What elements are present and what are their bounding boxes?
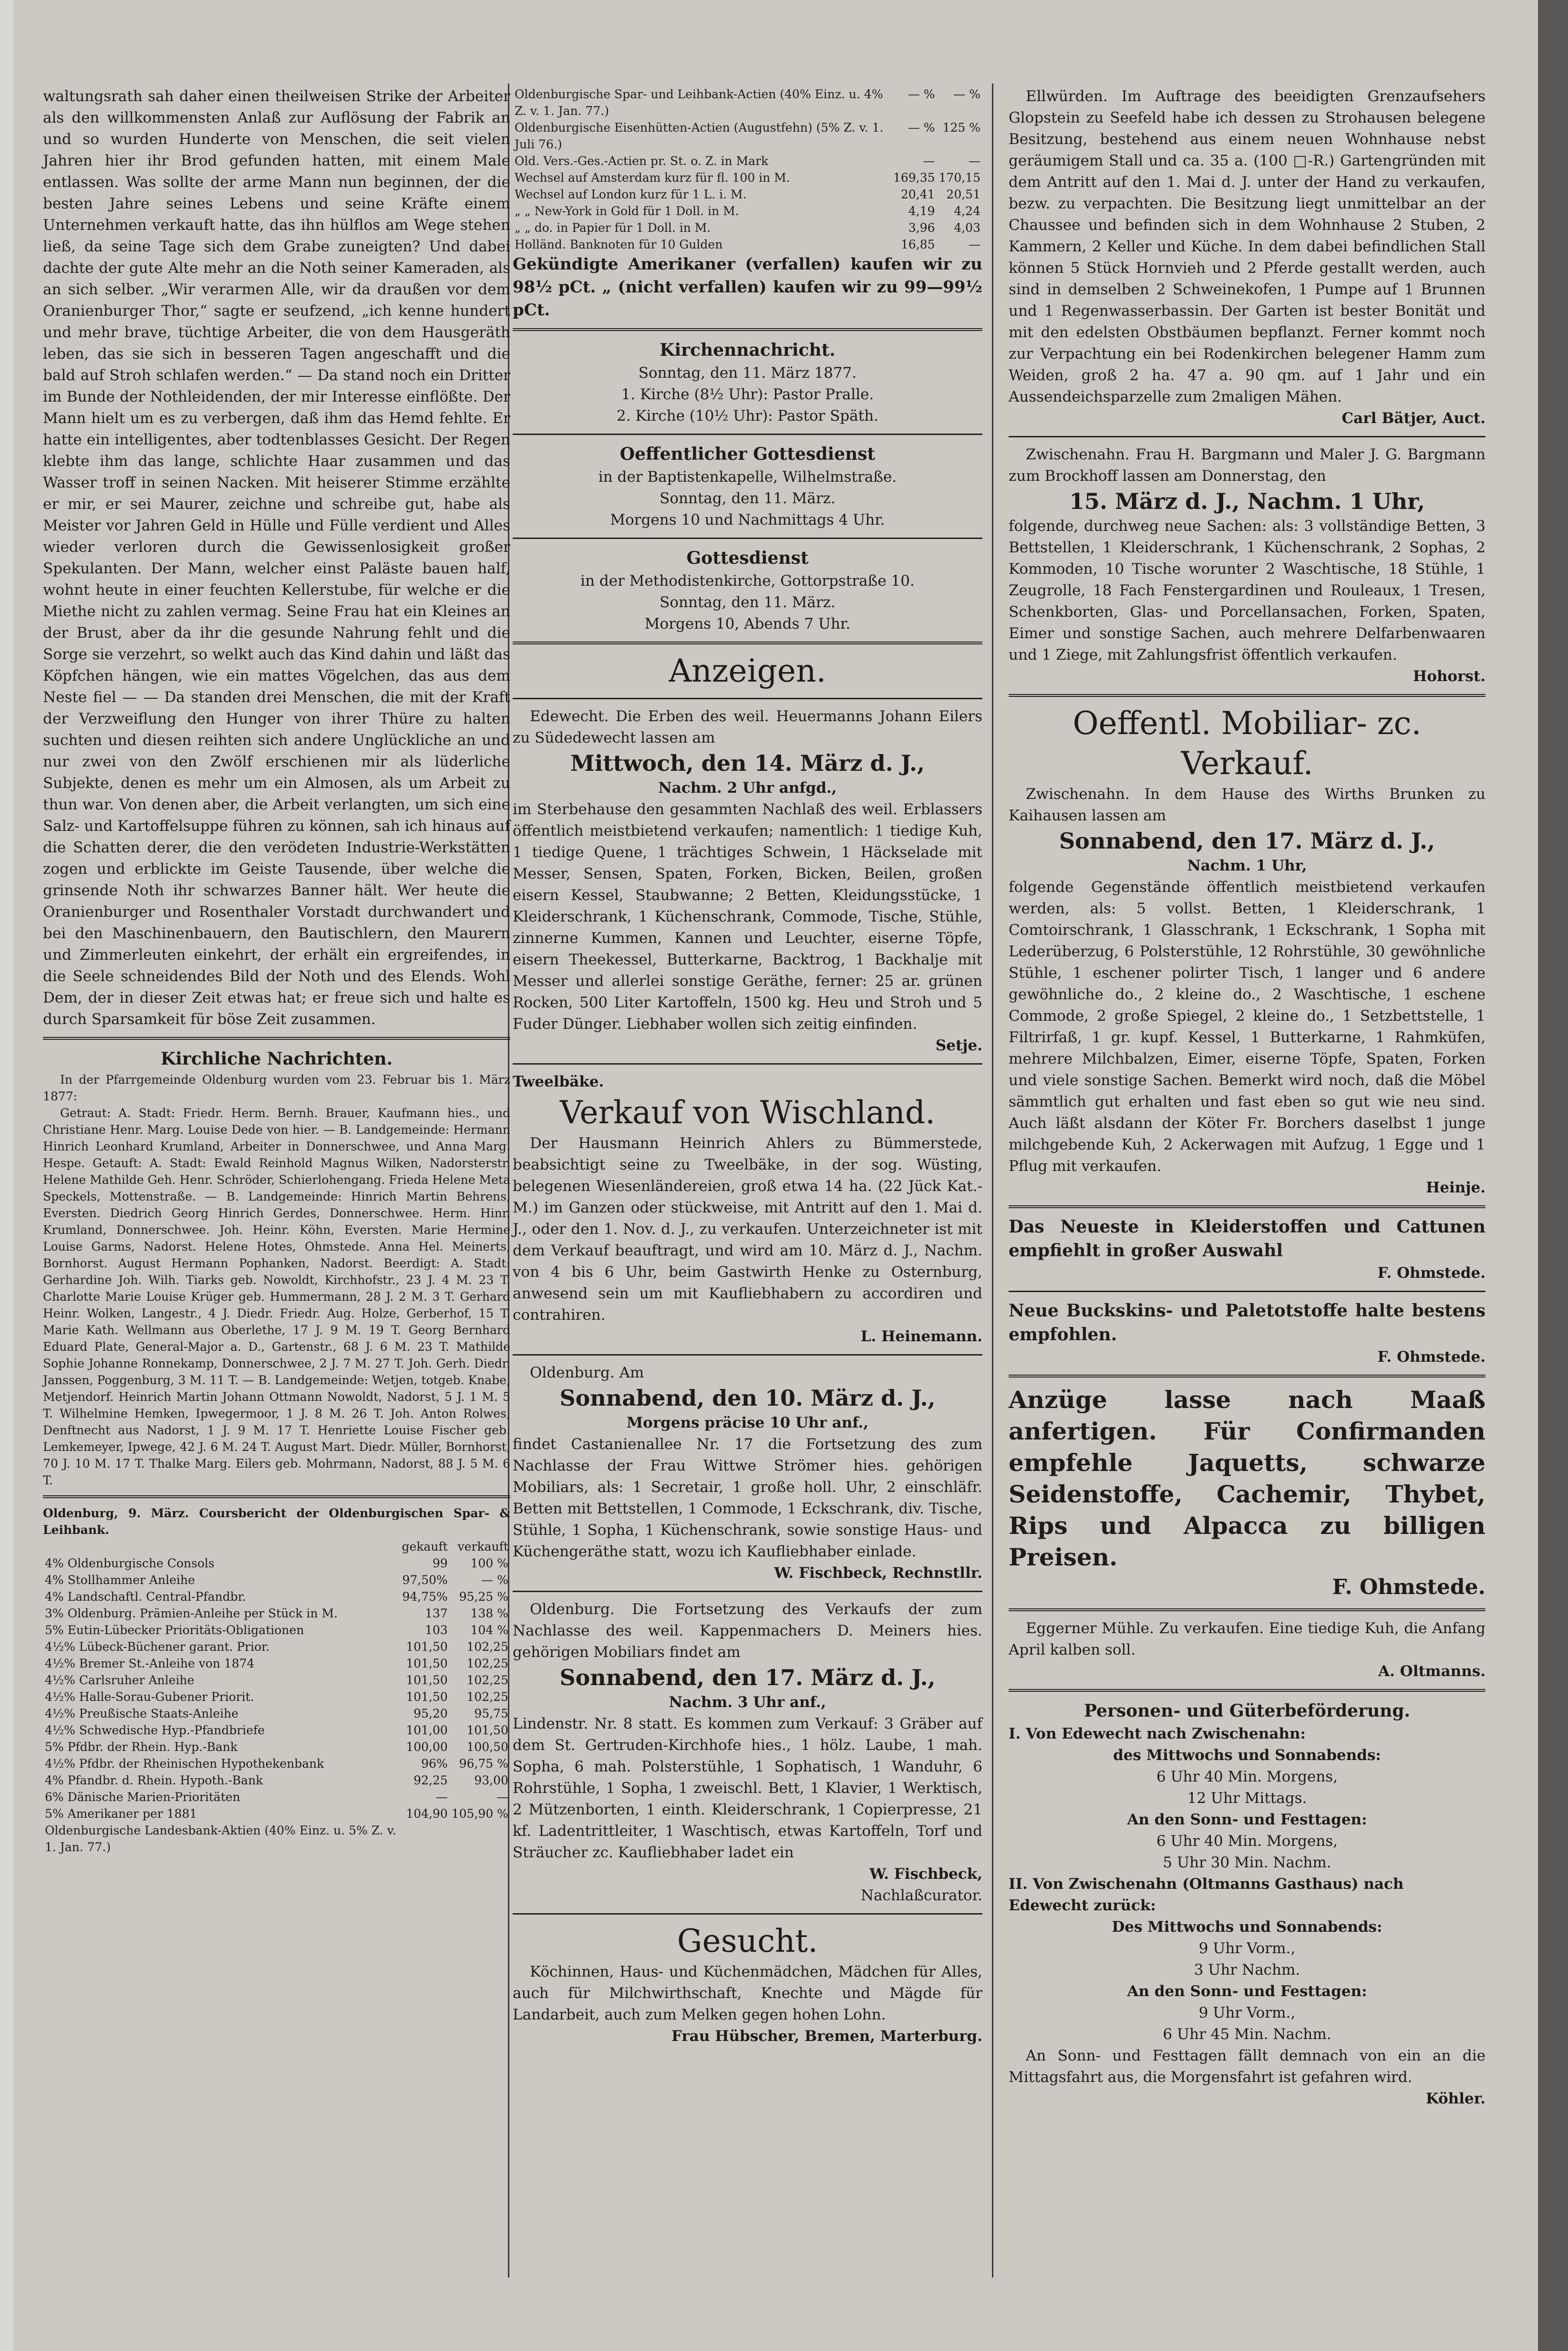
column-1 — [43, 86, 510, 1855]
kirchliche-body: Getraut: A. Stadt: Friedr. Herm. Bernh. Brauer, Kaufmann hies., und Christiane Henr. Marg. Louise Dede von hier. — B. Landgemeinde: Hermann Hinrich Leonhard Krumland, Arbeiter in Donnerschwee, und Anna Marg. Hespe. Getauft: A. Stadt: Ewald Reinhold Magnus Wilken, Nadorsterstr. Helene Mathilde Geh. Henr. Schröder, Schierlohengang. Frieda Helene Meta Speckels, Mottenstraße. — B. Landgemeinde: Hinrich Martin Behrens, Eversten. Diedrich Georg Hinrich Gerdes, Donnerschwee. Herm. Hinr. Krumland, Donnerschwee. Joh. Heinr. Köhn, Eversten. Marie Hermine Louise Garms, Nadorst. Helene Hotes, Ohmstede. Anna Hel. Meinerts, Bornhorst. August Hermann Pophanken, Nadorst. Beerdigt: A. Stadt: Gerhardine Joh. Wilh. Tiarks geb. Nowoldt, Kirchhofstr., 23 J. 4 M. 23 T. Charlotte Marie Louise Krüger geb. Hummermann, 28 J. 2 M. 3 T. Gerhard Heinr. Wolken, Langestr., 4 J. Diedr. Friedr. Aug. Holze, Gerberhof, 15 T. Marie Kath. Wellmann aus Oberlethe, 17 J. 9 M. 19 T. Georg Bernhard Eduard Plate, General-Major a. D., Gartenstr., 68 J. 6 M. 23 T. Mathilde Sophie Johanne Ronnekamp, Donnerschwee, 2 J. 7 M. 27 T. Joh. Gerh. Diedr. Janssen, Poggenburg, 3 M. 11 T. — B. Landgemeinde: Wetjen, totgeb. Knabe, Metjendorf. Heinrich Martin Johann Ottmann Nowoldt, Nadorst, 5 J. 1 M. 5 T. Wilhelmine Hemken, Ipwegermoor, 1 J. 8 M. 26 T. Joh. Anton Rolwes, Denftnecht aus Nadorst, 1 J. 9 M. 17 T. Henriette Louise Fischer geb. Lemkemeyer, Ipwege, 42 J. 6 M. 24 T. August Mart. Diedr. Müller, Bornhorst, 70 J. 10 M. 17 T. Thalke Marg. Eilers geb. Mohrmann, Nadorst, 88 J. 5 M. 6 T. — [43, 1106, 510, 1487]
ad-body: findet Castanienallee Nr. 17 die Fortsetzung des zum Nachlasse der Frau Wittwe Strömer hies. gehörigen Mobiliars, als: 1 Secretair, 1 große holl. Uhr, 2 einschläfr. Betten mit Bettstellen, 1 Commode, 1 Eckschrank, div. Tische, Stühle, 1 Sopha, 1 Küchenschrank, sowie sonstige Haus- und Küchengeräthe statt, wozu ich Kaufliebhaber einlade. — [513, 1436, 982, 1560]
table-row — [43, 1822, 510, 1855]
table-cell: 169,35 — [893, 171, 935, 185]
table-cell: 4% Landschaftl. Central-Pfandbr. — [45, 1590, 246, 1604]
schedule-section: II. Von Zwischenahn (Oltmanns Gasthaus) nach Edewecht zurück: — [1009, 1875, 1404, 1914]
table-cell: 5% Eutin-Lübecker Prioritäts-Obligationen — [45, 1623, 304, 1637]
table-cell: 16,85 — [900, 238, 935, 251]
ad-body: Eggerner Mühle. Zu verkaufen. Eine tiedige Kuh, die Anfang April kalben soll. — [1009, 1620, 1485, 1658]
table-cell: 3,96 — [908, 221, 935, 235]
ad-title: Personen- und Güterbeförderung. — [1083, 1701, 1411, 1721]
schedule-line: 6 Uhr 45 Min. Nachm. — [1163, 2026, 1331, 2043]
table-cell: 4½% Bremer St.-Anleihe von 1874 — [45, 1657, 255, 1670]
table-cell: 102,25 — [466, 1673, 508, 1687]
table-cell: Holländ. Banknoten für 10 Gulden — [515, 238, 723, 251]
table-row — [43, 1688, 510, 1705]
table-row — [513, 153, 982, 169]
schedule-line: 9 Uhr Vorm., — [1198, 1940, 1296, 1957]
table-header — [43, 1538, 510, 1555]
table-cell: 138 % — [470, 1606, 508, 1620]
ad-signature: F. Ohmstede. — [1377, 1348, 1485, 1366]
table-cell: 4% Stollhammer Anleihe — [45, 1573, 195, 1587]
schedule-line: 9 Uhr Vorm., — [1198, 2004, 1296, 2021]
kirchliche-title: Kirchliche Nachrichten. — [160, 1049, 393, 1069]
table-cell: — — [435, 1790, 448, 1804]
divider — [1009, 1375, 1485, 1377]
table-cell: 5% Amerikaner per 1881 — [45, 1807, 197, 1821]
table-row — [513, 119, 982, 153]
divider — [43, 1037, 510, 1040]
ad-signature: L. Heinemann. — [860, 1328, 982, 1345]
header-cell: gekauft — [402, 1540, 448, 1554]
gottesdienst-line: Morgens 10, Abends 7 Uhr. — [644, 615, 851, 632]
table-cell: — % — [908, 121, 935, 135]
ad-signature: Köhler. — [1425, 2090, 1485, 2107]
table-cell: 5% Pfdbr. der Rhein. Hyp.-Bank — [45, 1740, 238, 1754]
schedule-line: 12 Uhr Mittags. — [1187, 1790, 1307, 1807]
table-row — [43, 1655, 510, 1672]
table-row — [513, 203, 982, 219]
table-cell: 137 — [425, 1606, 448, 1620]
ad-signature: W. Fischbeck, Rechnstllr. — [774, 1564, 982, 1582]
table-cell: 92,25 — [413, 1773, 448, 1787]
table-row — [43, 1805, 510, 1822]
ad-body: Neue Buckskins- und Paletotstoffe halte bestens empfohlen. — [1009, 1301, 1485, 1345]
table-cell: 101,00 — [406, 1723, 448, 1737]
table-cell: 170,15 — [939, 171, 980, 185]
divider — [1009, 1689, 1485, 1692]
schedule-subhead: An den Sonn- und Festtagen: — [1127, 1811, 1367, 1828]
ad-signature: Carl Bätjer, Auct. — [1341, 410, 1485, 427]
table-cell: 3% Oldenburg. Prämien-Anleihe per Stück in M. — [45, 1606, 338, 1620]
ad-intro: Oldenburg. Am — [530, 1364, 644, 1381]
table-cell: 4½% Lübeck-Büchener garant. Prior. — [45, 1640, 270, 1654]
table-cell: 4% Pfandbr. d. Rhein. Hypoth.-Bank — [45, 1773, 263, 1787]
schedule-line: 5 Uhr 30 Min. Nachm. — [1163, 1854, 1331, 1871]
table-cell: 95,20 — [413, 1707, 448, 1720]
gottesdienst-line: in der Methodistenkirche, Gottorpstraße 10. — [580, 572, 915, 590]
table-row — [43, 1755, 510, 1772]
page-gutter — [1538, 0, 1568, 2351]
gottesdienst-line: Morgens 10 und Nachmittags 4 Uhr. — [610, 511, 885, 528]
table-cell: 4% Oldenburgische Consols — [45, 1556, 215, 1570]
table-row — [513, 86, 982, 119]
ad-time: Nachm. 1 Uhr, — [1187, 857, 1307, 874]
schedule-section: I. Von Edewecht nach Zwischenahn: — [1009, 1725, 1306, 1742]
table-cell: 125 % — [942, 121, 980, 135]
bourse-table-continued — [513, 86, 982, 253]
table-cell: 103 — [425, 1623, 448, 1637]
table-row — [43, 1772, 510, 1789]
table-cell: — — [969, 154, 980, 168]
divider — [43, 1495, 510, 1498]
ad-place: Tweelbäke. — [513, 1073, 604, 1090]
ad-body: Das Neueste in Kleiderstoffen und Cattunen empfiehlt in großer Auswahl — [1009, 1217, 1485, 1261]
table-row — [43, 1572, 510, 1588]
ad-signature: F. Ohmstede. — [1377, 1264, 1485, 1282]
gesucht-body: Köchinnen, Haus- und Küchenmädchen, Mädchen für Alles, auch für Milchwirthschaft, Knechte und Mägde für Landarbeit, auch zum Melken gegen hohen Lohn. — [513, 1963, 982, 2023]
ad-date: Sonnabend, den 17. März d. J., — [1059, 828, 1435, 854]
table-cell: 101,50 — [466, 1723, 508, 1737]
header-cell: verkauft — [457, 1540, 508, 1554]
ad-signature: F. Ohmstede. — [1332, 1575, 1485, 1599]
kirchliche-intro: In der Pfarrgemeinde Oldenburg wurden vom 23. Februar bis 1. März 1877: — [43, 1073, 510, 1103]
table-cell: — — [969, 238, 980, 251]
table-row — [513, 236, 982, 253]
ad-body: Anzüge lasse nach Maaß anfertigen. Für Confirmanden empfehle Jaquetts, schwarze Seidenstoffe, Cachemir, Thybet, Rips und Alpacca zu billigen Preisen. — [1009, 1386, 1485, 1571]
table-cell: „ „ New-York in Gold für 1 Doll. in M. — [515, 204, 739, 218]
ad-body: Der Hausmann Heinrich Ahlers zu Bümmerstede, beabsichtigt seine zu Tweelbäke, in der sog. Wüsting, belegenen Wiesenländereien, groß etwa 14 ha. (22 Jück Kat.-M.) im Ganzen oder stückweise, mit Antritt auf den 1. Mai d. J., oder den 1. Nov. d. J., zu verkaufen. Unterzeichneter ist mit dem Verkauf beauftragt, und wird am 10. März d. J., Nachm. von 4 bis 6 Uhr, beim Gastwirth Henke zu Osternburg, anwesend sein um mit Kaufliebhabern zu accordiren und contrahiren. — [513, 1135, 982, 1324]
schedule-subhead: Des Mittwochs und Sonnabends: — [1112, 1918, 1382, 1936]
divider — [513, 434, 982, 435]
article-text: waltungsrath sah daher einen theilweisen Strike der Arbeiter als den willkommensten Anlaß zur Auflösung der Fabrik an und so wurden Hunderte von Menschen, die seit vielen Jahren hier ihr Brod gefunden hatten, mit einem Male entlassen. Was sollte der arme Mann nun beginnen, der die besten Jahre seines Lebens und seine Kräfte einem Unternehmen verkauft hatte, das ihn hülflos am Wege stehen ließ, da seine Tage sich dem Grabe zuneigten? Und dabei dachte der gute Alte mehr an die Noth seiner Kameraden, als an sich selber. „Wir verarmen Alle, wir da draußen vor dem Oranienburger Thor,“ sagte er seufzend, „ich kenne hundert und mehr brave, tüchtige Arbeiter, die von dem Hausgeräth leben, das sie sich in besseren Tagen angeschafft und die bald auf Stroh schlafen werden.“ — Da stand noch ein Dritter im Bunde der Nothleidenden, der mir Interesse einflößte. Der Mann hielt um es zu verbergen, daß ihm das Hemd fehlte. Er hatte ein intelligentes, aber todtenblasses Gesicht. Der Regen klebte ihm das lange, schlichte Haar zusammen und das Wasser troff in seinen Nacken. Mit heiserer Stimme erzählte er mir, er sei Maurer, zeichne und schreibe gut, habe als Meister vor Jahren Geld in Hülle und Fülle verdient und Alles wieder verloren durch die Gewissenlosigkeit großer Spekulanten. Der Mann, welcher einst Paläste bauen half, wohnt heute in einer feuchten Kellerstube, für welche er die Miethe nicht zu zahlen vermag. Seine Frau hat ein Kleines an der Brust, aber da ihr die gesunde Nahrung fehlt und die Sorge sie verzehrt, so welkt auch das Kind dahin und läßt das Köpfchen hängen, wie ein mattes Vögelchen, das aus dem Neste fiel — — Da standen drei Menschen, die mit der Kraft der Verzweiflung den Hunger von ihrer Thüre zu halten suchten und diesen reihten sich andere Unglückliche an und nur zwei von den Zwölf erschienen mir als lüderliche Subjekte, denen es mehr um ein Almosen, als um Arbeit zu thun war. Von denen aber, die Arbeit verlangten, um sich eine Salz- und Kartoffelsuppe führen zu können, sah ich hinaus auf die Schatten derer, die den verödeten Industrie-Werkstätten zogen und erblickte im Geiste Tausende, über welche die grinsende Noth ihr schwarzes Banner hält. Wer heute die Oranienburger und Rosenthaler Vorstadt durchwandert und bei den Maschinenbauern, den Bautischlern, den Maurern und Zimmerleuten einkehrt, der erhält ein ergreifendes, in die Seele schneidendes Bild der Noth und des Elends. Wohl Dem, der in dieser Zeit etwas hat; er freue sich und halte es durch Sparsamkeit für böse Zeit zusammen. — [43, 88, 510, 1028]
table-cell: 99 — [433, 1556, 448, 1570]
table-cell: — % — [953, 87, 980, 101]
anzeigen-heading: Anzeigen. — [669, 652, 826, 689]
gesucht-title: Gesucht. — [677, 1923, 818, 1959]
table-cell: 4,24 — [954, 204, 980, 218]
table-cell: — % — [908, 87, 935, 101]
schedule-subhead: des Mittwochs und Sonnabends: — [1113, 1747, 1381, 1764]
table-cell: 94,75% — [402, 1590, 448, 1604]
ad-signature: Heinje. — [1425, 1179, 1485, 1196]
table-cell: 20,41 — [900, 187, 935, 201]
table-cell: 100,50 — [466, 1740, 508, 1754]
table-row — [43, 1739, 510, 1755]
table-cell: 93,00 — [474, 1773, 508, 1787]
table-row — [43, 1638, 510, 1655]
ad-date: Mittwoch, den 14. März d. J., — [570, 750, 925, 776]
table-cell: Oldenburgische Eisenhütten-Actien (Augustfehn) (5% Z. v. 1. Juli 76.) — [515, 121, 884, 151]
divider — [513, 328, 982, 331]
divider — [513, 1063, 982, 1065]
divider — [513, 1591, 982, 1592]
gottesdienst-line: Sonntag, den 11. März. — [660, 490, 836, 507]
table-cell: 95,25 % — [459, 1590, 508, 1604]
gottesdienst-title: Gottesdienst — [686, 548, 809, 568]
table-cell: 105,90 % — [451, 1807, 508, 1821]
table-cell — [450, 1822, 510, 1855]
table-cell: — — [923, 154, 935, 168]
table-cell: 101,50 — [406, 1657, 448, 1670]
kirchennachricht-line: 1. Kirche (8½ Uhr): Pastor Pralle. — [621, 386, 874, 403]
table-row — [43, 1672, 510, 1688]
ad-time: Nachm. 3 Uhr anf., — [669, 1694, 826, 1711]
ad-signature: Setje. — [935, 1037, 982, 1054]
table-row — [513, 219, 982, 236]
ad-time: Nachm. 2 Uhr anfgd., — [658, 779, 837, 797]
table-row — [513, 169, 982, 186]
ad-signature: W. Fischbeck, — [869, 1865, 982, 1883]
table-cell: 101,50 — [406, 1673, 448, 1687]
table-cell: 4,03 — [954, 221, 980, 235]
ad-date: Sonnabend, den 17. März d. J., — [559, 1665, 936, 1690]
table-cell: 96% — [421, 1757, 448, 1771]
amerikaner-notice: Gekündigte Amerikaner (verfallen) kaufen wir zu 98½ pCt. „ (nicht verfallen) kaufen wir zu 99—99½ pCt. — [513, 255, 982, 320]
table-cell: 4½% Pfdbr. der Rheinischen Hypothekenbank — [45, 1757, 324, 1771]
bourse-table — [43, 1538, 510, 1855]
table-cell: 104 % — [470, 1623, 508, 1637]
table-cell: 4½% Schwedische Hyp.-Pfandbriefe — [45, 1723, 265, 1737]
divider — [513, 1913, 982, 1915]
table-cell: 104,90 — [406, 1807, 448, 1821]
ad-intro: Edewecht. Die Erben des weil. Heuermanns Johann Eilers zu Südedewecht lassen am — [513, 708, 982, 746]
kirchennachricht-line: 2. Kirche (10½ Uhr): Pastor Späth. — [616, 407, 879, 425]
table-cell: 4,19 — [908, 204, 935, 218]
table-row — [43, 1555, 510, 1572]
ad-intro: Zwischenahn. Frau H. Bargmann und Maler J. G. Bargmann zum Brockhoff lassen am Donnerstag, den — [1009, 446, 1485, 485]
divider — [1009, 436, 1485, 437]
table-cell: 6% Dänische Marien-Prioritäten — [45, 1790, 240, 1804]
schedule-subhead: An den Sonn- und Festtagen: — [1127, 1983, 1367, 2000]
table-cell: 101,50 — [406, 1640, 448, 1654]
divider — [1009, 1205, 1485, 1208]
ad-body: Ellwürden. Im Auftrage des beeidigten Grenzaufsehers Glopstein zu Seefeld habe ich dessen zu Strohausen belegene Besitzung, bestehend aus einem neuen Wohnhause nebst geräumigem Stall und ca. 35 a. (100 □-R.) Gartengründen mit dem Antritt auf den 1. Mai d. J. unter der Hand zu verkaufen, bezw. zu verpachten. Die Besitzung liegt unmittelbar an der Chaussee und befinden sich in dem Wohnhause 2 Stuben, 2 Kammern, 2 Keller und Küche. In dem dabei befindlichen Stall können 5 Stück Hornvieh und 2 Pferde gestallt werden, auch sind in demselben 2 Schweinekofen, 1 Pumpe auf 1 Brunnen und 1 Regenwasserbassin. Der Garten ist bester Bonität und mit den edelsten Obstbäumen bepflanzt. Ferner kommt noch zur Verpachtung ein bei Rodenkirchen belegener Hamm zum Weiden, groß 2 ha. 47 a. 90 qm. auf 1 Jahr und ein Aussendeichsparzelle zum 2maligen Mähen. — [1009, 88, 1485, 405]
table-cell: Oldenburgische Landesbank-Aktien (40% Einz. u. 5% Z. v. 1. Jan. 77.) — [45, 1823, 396, 1854]
table-cell: Wechsel auf London kurz für 1 L. i. M. — [515, 187, 747, 201]
table-cell: „ „ do. in Papier für 1 Doll. in M. — [515, 221, 711, 235]
ad-body: im Sterbehause den gesammten Nachlaß des weil. Erblassers öffentlich meistbietend verkaufen; namentlich: 1 tiedige Kuh, 1 tiedige Quene, 1 trächtiges Schwein, 1 Häckselade mit Messer, Sensen, Spaten, Forken, Bicken, Beilen, großen eisern Kessel, Staubwanne; 2 Betten, Kleidungsstücke, 1 Kleiderschrank, 1 Küchenschrank, Commode, Tische, Stühle, zinnerne Kummen, Kannen und Leuchter, eiserne Töpfe, eisern Theekessel, Butterkarne, Backtrog, 1 Backhalje mit Messer und allerlei sonstige Geräthe, ferner: 25 ar. grünen Rocken, 500 Liter Kartoffeln, 1500 kg. Heu und Stroh und 5 Fuder Dünger. Liebhaber wollen sich zeitig einfinden. — [513, 801, 982, 1033]
table-cell: 101,50 — [406, 1690, 448, 1704]
table-row — [43, 1588, 510, 1605]
table-cell: — — [496, 1790, 508, 1804]
kirchennachricht-title: Kirchennachricht. — [660, 340, 836, 360]
table-cell: 100,00 — [406, 1740, 448, 1754]
column-3 — [1009, 86, 1485, 2110]
table-cell: — % — [481, 1573, 508, 1587]
ad-body: folgende, durchweg neue Sachen: als: 3 vollständige Betten, 3 Bettstellen, 1 Kleiderschrank, 1 Küchenschrank, 2 Sophas, 2 Kommoden, 10 Tische worunter 2 Waschtische, 18 Stühle, 1 Zeugrolle, 18 Fach Fenstergardinen und Rouleaux, 1 Tresen, Schenkborten, Glas- und Porcellansachen, Forken, Spaten, Eimer und sonstige Sachen, auch mehrere Delfarbenwaaren und 1 Ziege, mit Zahlungsfrist öffentlich verkaufen. — [1009, 518, 1485, 663]
table-row — [43, 1705, 510, 1722]
ad-signature: Hohorst. — [1413, 668, 1485, 685]
table-cell: 20,51 — [946, 187, 980, 201]
ad-body: Lindenstr. Nr. 8 statt. Es kommen zum Verkauf: 3 Gräber auf dem St. Gertruden-Kirchhofe hies., 1 hölz. Laube, 1 mah. Sopha, 6 mah. Polsterstühle, 1 Sophatisch, 1 Wanduhr, 6 Rohrstühle, 1 Sopha, 1 zweischl. Bett, 1 Klavier, 1 Werktisch, 2 Mützenborten, 1 einth. Kleiderschrank, 1 Copierpresse, 21 kf. Ladentrittleiter, 1 Waschtisch, etwas Kartoffeln, Torf und Sträucher zc. Kaufliebhaber ladet ein — [513, 1715, 982, 1861]
gottesdienst-title: Oeffentlicher Gottesdienst — [619, 444, 876, 464]
table-row — [43, 1722, 510, 1739]
kirchennachricht-line: Sonntag, den 11. März 1877. — [638, 364, 857, 382]
table-cell: 96,75 % — [459, 1757, 508, 1771]
table-cell: Wechsel auf Amsterdam kurz für fl. 100 in M. — [515, 171, 790, 185]
schedule-footnote: An Sonn- und Festtagen fällt demnach von ein an die Mittagsfahrt aus, die Morgensfahrt ist gefahren wird. — [1009, 2047, 1485, 2086]
divider — [513, 698, 982, 699]
divider — [513, 642, 982, 644]
table-cell: 95,75 — [474, 1707, 508, 1720]
ad-date: 15. März d. J., Nachm. 1 Uhr, — [1069, 488, 1425, 514]
table-cell: 102,25 — [466, 1690, 508, 1704]
gottesdienst-line: in der Baptistenkapelle, Wilhelmstraße. — [598, 468, 897, 486]
table-cell: 4½% Preußische Staats-Anleihe — [45, 1707, 239, 1720]
ad-date: Sonnabend, den 10. März d. J., — [559, 1385, 936, 1411]
ad-signature: A. Oltmanns. — [1378, 1663, 1485, 1680]
column-2 — [513, 86, 982, 2047]
column-rule — [992, 83, 993, 2278]
schedule-line: 6 Uhr 40 Min. Morgens, — [1156, 1833, 1338, 1850]
ad-signature-role: Nachlaßcurator. — [860, 1887, 982, 1904]
ad-body: folgende Gegenstände öffentlich meistbietend verkaufen werden, als: 5 vollst. Betten, 1 Kleiderschrank, 1 Comtoirschrank, 1 Glasschrank, 1 Eckschrank, 1 Sopha mit Lederüberzug, 6 Polsterstühle, 12 Rohrstühle, 30 gewöhnliche Stühle, 1 eschener polirter Tisch, 1 langer und 6 andere gewöhnliche do., 2 kleine do., 2 Waschtische, 1 eschene Commode, 2 große Spiegel, 2 kleine do., 1 Setzbettstelle, 1 Filtrirfaß, 1 gr. kupf. Kessel, 1 Butterkarne, 1 Rahmküfen, mehrere Milchbalzen, Eimer, eiserne Töpfe, Spaten, Forken und viele sonstige Sachen. Bemerkt wird noch, daß die Möbel sämmtlich gut erhalten und fast eben so gut wie neu sind. Auch läßt alsdann der Köter Fr. Borchers daselbst 1 junge milchgebende Kuh, 2 Ackerwagen mit Aufzug, 1 Egge und 1 Pflug mit verkaufen. — [1009, 879, 1485, 1175]
table-row — [43, 1622, 510, 1638]
table-cell: 4½% Carlsruher Anleihe — [45, 1673, 195, 1687]
table-cell: 4½% Halle-Sorau-Gubener Priorit. — [45, 1690, 254, 1704]
table-cell: 102,25 — [466, 1640, 508, 1654]
ad-title: Oeffentl. Mobiliar- zc. Verkauf. — [1073, 705, 1422, 782]
divider — [1009, 1608, 1485, 1611]
ad-title: Verkauf von Wischland. — [559, 1094, 936, 1131]
ad-intro: Oldenburg. Die Fortsetzung des Verkaufs der zum Nachlasse des weil. Kappenmachers D. Meiners hies. gehörigen Mobiliars findet am — [513, 1601, 982, 1661]
divider — [513, 538, 982, 539]
table-cell — [400, 1822, 450, 1855]
table-cell: Oldenburgische Spar- und Leihbank-Actien (40% Einz. u. 4% Z. v. 1. Jan. 77.) — [515, 87, 883, 118]
schedule-line: 6 Uhr 40 Min. Morgens, — [1156, 1768, 1338, 1785]
ad-signature: Frau Hübscher, Bremen, Marterburg. — [671, 2028, 982, 2045]
ad-intro: Zwischenahn. In dem Hause des Wirths Brunken zu Kaihausen lassen am — [1009, 786, 1485, 824]
divider — [513, 1354, 982, 1356]
divider — [1009, 1291, 1485, 1292]
table-row — [43, 1605, 510, 1622]
divider — [1009, 694, 1485, 697]
table-row — [513, 186, 982, 203]
schedule-line: 3 Uhr Nachm. — [1194, 1961, 1300, 1978]
table-cell: 102,25 — [466, 1657, 508, 1670]
table-row — [43, 1789, 510, 1805]
bourse-title: Oldenburg, 9. März. Coursbericht der Oldenburgischen Spar- & Leihbank. — [43, 1506, 510, 1537]
ad-time: Morgens präcise 10 Uhr anf., — [626, 1414, 869, 1431]
header-cell — [43, 1538, 400, 1555]
table-cell: Old. Vers.-Ges.-Actien pr. St. o. Z. in Mark — [515, 154, 769, 168]
table-cell: 100 % — [470, 1556, 508, 1570]
table-cell: 97,50% — [402, 1573, 448, 1587]
gottesdienst-line: Sonntag, den 11. März. — [660, 594, 836, 611]
